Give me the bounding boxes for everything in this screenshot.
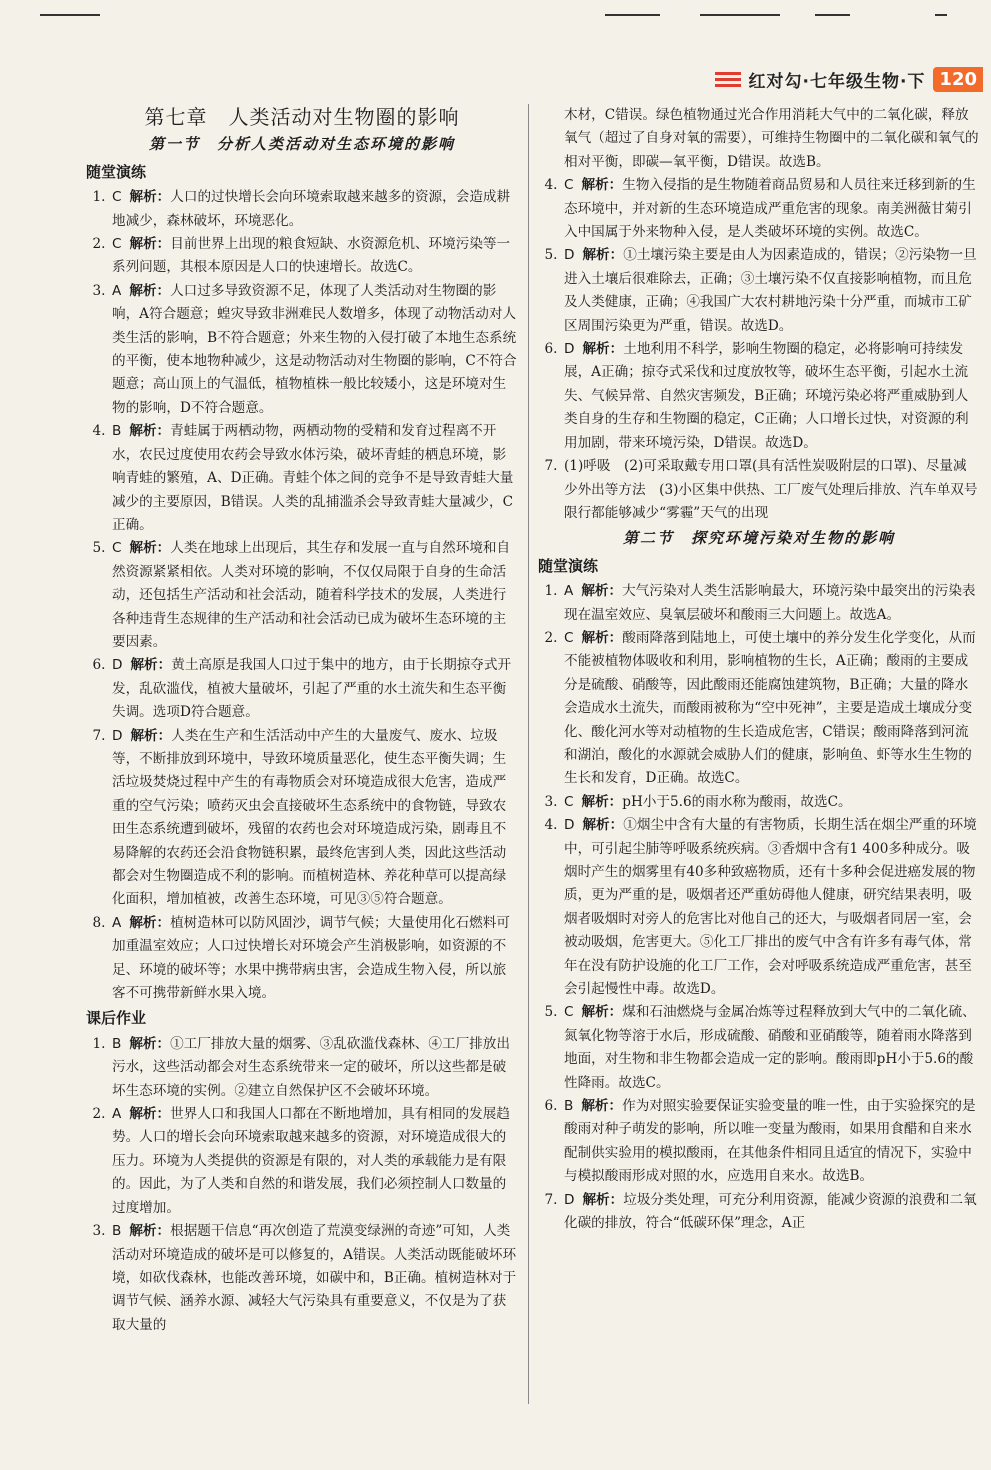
analysis-text: 根据题干信息“再次创造了荒漠变绿洲的奇迹”可知，人类活动对环境造成的破坏是可以修复的，A错误。人类活动既能破坏环境，如砍伐森林，也能改善环境，如碳中和，B正确。植树造林对于调节气候、涵养水源、减轻大气污染具有重要意义，不仅是为了获取大量的 xyxy=(112,1223,517,1333)
analysis-label: 解析： xyxy=(581,1098,623,1115)
item-number: 3. xyxy=(92,282,106,299)
item-content xyxy=(112,186,518,233)
left-column xyxy=(86,104,518,1337)
top-rule xyxy=(700,14,780,16)
item-number: 4. xyxy=(544,817,558,834)
analysis-label: 解析： xyxy=(129,1035,171,1052)
column-divider xyxy=(528,104,529,1404)
analysis-label: 解析： xyxy=(581,1004,623,1021)
answer-item xyxy=(86,912,518,1006)
header-stripes-icon xyxy=(715,72,741,87)
item-number: 2. xyxy=(544,629,558,646)
answer-item xyxy=(86,537,518,654)
answer-letter: A xyxy=(112,1106,122,1123)
analysis-label: 解析： xyxy=(582,247,624,264)
analysis-text: (1)呼吸 (2)可采取戴专用口罩(具有活性炭吸附层的口罩)、尽量减少外出等方法 (3)小区集中供热、工厂废气处理后排放、汽车单双号限行都能够减少“雾霾”天气的出现 xyxy=(564,458,978,521)
analysis-label: 解析： xyxy=(129,423,171,440)
answer-letter: A xyxy=(564,583,574,600)
analysis-text: 人口的过快增长会向环境索取越来越多的资源，会造成耕地减少，森林破坏，环境恶化。 xyxy=(112,189,511,229)
page-number: 120 xyxy=(933,67,983,92)
item-content xyxy=(564,814,980,1001)
answer-item xyxy=(538,455,980,525)
analysis-text: 大气污染对人类生活影响最大，环境污染中最突出的污染表现在温室效应、臭氧层破坏和酸雨三大问题上。故选A。 xyxy=(564,583,976,623)
answer-letter: B xyxy=(112,1035,122,1052)
answer-item xyxy=(538,1001,980,1095)
answer-letter: C xyxy=(112,236,122,253)
left-groups xyxy=(86,161,518,1337)
answer-item xyxy=(538,338,980,455)
analysis-text: 作为对照实验要保证实验变量的唯一性，由于实验探究的是酸雨对种子萌发的影响，所以唯一变量为酸雨，如果用食醋和自来水配制供实验用的模拟酸雨，在其他条件相同且适宜的情况下，实验中与模拟酸雨形成对照的水，应选用自来水。故选B。 xyxy=(564,1098,976,1185)
analysis-label: 解析： xyxy=(130,657,172,674)
analysis-text: 目前世界上出现的粮食短缺、水资源危机、环境污染等一系列问题，其根本原因是人口的快速增长。故选C。 xyxy=(112,236,511,276)
item-number: 2. xyxy=(92,1106,106,1123)
analysis-text: ①土壤污染主要是由人为因素造成的，错误；②污染物一旦进入土壤后很难除去，正确；③土壤污染不仅直接影响植物，而且危及人类健康，正确；④我国广大农村耕地污染十分严重，而城市工矿区周围污染更为严重，错误。故选D。 xyxy=(564,247,977,334)
item-number: 7. xyxy=(544,458,558,475)
item-number: 7. xyxy=(544,1191,558,1208)
right-column xyxy=(538,104,980,1236)
analysis-label: 解析： xyxy=(129,236,171,253)
analysis-text: 青蛙属于两栖动物，两栖动物的受精和发育过程离不开水，农民过度使用农药会导致水体污染，破坏青蛙的栖息环境，影响青蛙的繁殖，A、D正确。青蛙个体之间的竞争不是导致青蛙大量减少的主要原因，B错误。人类的乱捕滥杀会导致青蛙大量减少，C正确。 xyxy=(112,423,514,533)
answer-letter: A xyxy=(112,914,122,931)
answer-item xyxy=(538,174,980,244)
answer-item xyxy=(86,186,518,233)
item-number: 3. xyxy=(92,1223,106,1240)
group-title: 课后作业 xyxy=(86,1009,147,1028)
page-header xyxy=(715,66,984,92)
item-number: 1. xyxy=(92,189,106,206)
answer-item xyxy=(86,1033,518,1103)
analysis-text: 植树造林可以防风固沙，调节气候；大量使用化石燃料可加重温室效应；人口过快增长对环境会产生消极影响，如资源的不足、环境的破坏等；水果中携带病虫害，会造成生物入侵，所以旅客不可携带新鲜水果入境。 xyxy=(112,914,510,1002)
item-content xyxy=(112,1103,518,1220)
analysis-label: 解析： xyxy=(129,1106,171,1123)
analysis-text: 煤和石油燃烧与金属冶炼等过程释放到大气中的二氧化硫、氮氧化物等溶于水后，形成硫酸、硝酸和亚硝酸等，随着雨水降落到地面，对生物和非生物都会造成一定的影响。酸雨即pH小于5.6的酸性降雨。故选C。 xyxy=(564,1004,976,1091)
item-content xyxy=(564,338,980,455)
analysis-text: pH小于5.6的雨水称为酸雨，故选C。 xyxy=(622,793,852,810)
analysis-label: 解析： xyxy=(582,1191,624,1208)
item-number: 5. xyxy=(544,1004,558,1021)
item-content xyxy=(564,174,980,244)
answer-letter: C xyxy=(112,189,122,206)
answer-item xyxy=(86,233,518,280)
group-title: 随堂演练 xyxy=(538,556,599,575)
continuation-text: 木材，C错误。绿色植物通过光合作用消耗大气中的二氧化碳，释放氧气（超过了自身对氧的需要），可维持生物圈中的二氧化碳和氧气的相对平衡，即碳—氧平衡，D错误。故选B。 xyxy=(564,107,979,170)
answer-list xyxy=(538,174,980,525)
section-title: 第一节 分析人类活动对生态环境的影响 xyxy=(148,135,455,154)
item-number: 8. xyxy=(92,914,106,931)
item-number: 6. xyxy=(544,1098,558,1115)
item-content xyxy=(112,1220,518,1337)
answer-letter: C xyxy=(564,177,574,194)
item-content xyxy=(112,280,518,420)
answer-list xyxy=(538,580,980,1235)
top-rule xyxy=(815,14,850,16)
analysis-label: 解析： xyxy=(129,540,171,557)
analysis-text: 世界人口和我国人口都在不断地增加，具有相同的发展趋势。人口的增长会向环境索取越来越多的资源，对环境造成很大的压力。环境为人类提供的资源是有限的，对人类的承载能力是有限的。因此，为了人类和自然的和谐发展，我们必须控制人口数量的过度增加。 xyxy=(112,1106,510,1216)
answer-letter: B xyxy=(112,1223,122,1240)
analysis-text: 垃圾分类处理，可充分利用资源，能减少资源的浪费和二氧化碳的排放，符合“低碳环保”理念，A正 xyxy=(564,1191,977,1232)
analysis-label: 解析： xyxy=(581,177,623,194)
answer-item xyxy=(86,1220,518,1337)
item-number: 1. xyxy=(544,583,558,600)
analysis-text: ①烟尘中含有大量的有害物质，长期生活在烟尘严重的环境中，可引起尘肺等呼吸系统疾病。③香烟中含有1 400多种成分。吸烟时产生的烟雾里有40多种致癌物质，还有十多种会促进癌发展的物质，更为严重的是，吸烟者还严重妨碍他人健康，研究结果表明，吸烟者吸烟时对旁人的危害比对他自己的还大，与吸烟者同居一室，会被动吸烟，危害更大。⑤化工厂排出的废气中含有许多有毒气体，常年在没有防护设施的化工厂工作，会对呼吸系统造成严重危害，甚至会引起慢性中毒。故选D。 xyxy=(564,817,977,998)
section-title: 第二节 探究环境污染对生物的影响 xyxy=(622,529,895,548)
answer-letter: D xyxy=(564,817,575,834)
item-content xyxy=(564,1001,980,1095)
answer-letter: A xyxy=(112,282,122,299)
item-content xyxy=(564,580,980,627)
item-content xyxy=(112,654,518,724)
analysis-label: 解析： xyxy=(129,914,171,931)
item-number: 3. xyxy=(544,793,558,810)
answer-item xyxy=(538,1189,980,1236)
answer-item xyxy=(538,1095,980,1189)
item-content xyxy=(564,244,980,338)
continuation-item xyxy=(538,104,980,174)
answer-item xyxy=(538,814,980,1001)
answer-letter: B xyxy=(564,1098,574,1115)
answer-letter: B xyxy=(112,423,122,440)
analysis-label: 解析： xyxy=(129,282,171,299)
analysis-label: 解析： xyxy=(129,1223,171,1240)
answer-letter: C xyxy=(564,1004,574,1021)
analysis-text: 黄土高原是我国人口过于集中的地方，由于长期掠夺式开发，乱砍滥伐，植被大量破坏，引起了严重的水土流失和生态平衡失调。选项D符合题意。 xyxy=(112,657,512,721)
answer-item xyxy=(538,791,980,814)
item-content xyxy=(112,1033,518,1103)
item-number: 6. xyxy=(92,657,106,674)
analysis-label: 解析： xyxy=(582,341,624,358)
answer-item xyxy=(538,627,980,791)
top-rule xyxy=(935,14,947,16)
answer-letter: C xyxy=(564,793,574,810)
answer-letter: D xyxy=(564,341,575,358)
answer-letter: D xyxy=(112,727,123,744)
item-number: 6. xyxy=(544,341,558,358)
analysis-text: ①工厂排放大量的烟雾、③乱砍滥伐森林、④工厂排放出污水，这些活动都会对生态系统带来一定的破坏，所以这些都是破坏生态环境的实例。②建立自然保护区不会破坏环境。 xyxy=(112,1035,510,1099)
item-content xyxy=(564,791,980,814)
analysis-label: 解析： xyxy=(581,583,623,600)
item-content xyxy=(112,912,518,1006)
item-content xyxy=(112,420,518,537)
item-content xyxy=(112,725,518,912)
analysis-label: 解析： xyxy=(581,629,623,646)
analysis-label: 解析： xyxy=(582,817,624,834)
item-number: 1. xyxy=(92,1035,106,1052)
analysis-label: 解析： xyxy=(581,793,623,810)
item-content xyxy=(564,1189,980,1236)
chapter-title: 第七章 人类活动对生物圈的影响 xyxy=(144,105,460,129)
item-content xyxy=(564,1095,980,1189)
answer-item xyxy=(86,1103,518,1220)
answer-letter: C xyxy=(112,540,122,557)
answer-item xyxy=(86,725,518,912)
answer-letter: C xyxy=(564,629,574,646)
answer-item xyxy=(86,654,518,724)
item-number: 4. xyxy=(544,177,558,194)
group-title: 随堂演练 xyxy=(86,162,147,181)
item-content xyxy=(112,233,518,280)
item-content xyxy=(564,455,980,525)
analysis-label: 解析： xyxy=(130,727,172,744)
analysis-text: 人口过多导致资源不足，体现了人类活动对生物圈的影响，A符合题意；蝗灾导致非洲难民人数增多，体现了动物活动对人类生活的影响，B不符合题意；外来生物的入侵打破了本地生态系统的平衡，使本地物种减少，这是动物活动对生物圈的影响，C不符合题意；高山顶上的气温低，植物植株一般比较矮小，这是环境对生物的影响，D不符合题意。 xyxy=(112,282,517,416)
answer-item xyxy=(538,580,980,627)
answer-letter: D xyxy=(564,247,575,264)
top-rule xyxy=(40,14,100,16)
item-number: 2. xyxy=(92,236,106,253)
analysis-text: 人类在生产和生活活动中产生的大量废气、废水、垃圾等，不断排放到环境中，导致环境质量恶化，使生态平衡失调；生活垃圾焚烧过程中产生的有毒物质会对环境造成很大危害，造成严重的空气污染；喷药灭虫会直接破坏生态系统中的食物链，导致农田生态系统遭到破坏，残留的农药也会对环境造成污染，剧毒且不易降解的农药还会沿食物链积累，最终危害到人类，因此这些活动都会对生物圈造成不利的影响。而植树造林、养花种草可以提高绿化面积，增加植被，改善生态环境，可见③⑤符合题意。 xyxy=(112,727,507,908)
analysis-text: 土地利用不科学，影响生物圈的稳定，必将影响可持续发展，A正确；掠夺式采伐和过度放牧等，破坏生态平衡，引起水土流失、气候异常、自然灾害频发，B正确；环境污染必将严重威胁到人类自身的生存和生物圈的稳定，C正确；人口增长过快，对资源的利用加剧，带来环境污染，D错误。故选D。 xyxy=(564,341,969,451)
item-content xyxy=(112,537,518,654)
item-number: 5. xyxy=(92,540,106,557)
item-content xyxy=(564,627,980,791)
analysis-text: 酸雨降落到陆地上，可使土壤中的养分发生化学变化，从而不能被植物体吸收和利用，影响植物的生长，A正确；酸雨的主要成分是硫酸、硝酸等，因此酸雨还能腐蚀建筑物，B正确；大量的降水会造成水土流失，而酸雨被称为“空中死神”，主要是造成土壤成分变化、酸化河水等对动植物的生长造成危害，C错误；酸雨降落到河流和湖泊，酸化的水源就会威胁人们的健康，影响鱼、虾等水生生物的生长和发育，D正确。故选C。 xyxy=(564,629,976,787)
answer-item xyxy=(86,420,518,537)
item-number: 7. xyxy=(92,727,106,744)
answer-letter: D xyxy=(564,1191,575,1208)
answer-item xyxy=(86,280,518,420)
item-number: 5. xyxy=(544,247,558,264)
answer-item xyxy=(538,244,980,338)
analysis-text: 生物入侵指的是生物随着商品贸易和人员往来迁移到新的生态环境中，并对新的生态环境造成严重危害的现象。南美洲薇甘菊引入中国属于外来物种入侵，是人类破坏环境的实例。故选C。 xyxy=(564,177,976,241)
analysis-label: 解析： xyxy=(129,189,171,206)
item-number: 4. xyxy=(92,423,106,440)
book-title: 红对勾·七年级生物·下 xyxy=(748,71,926,92)
answer-letter: D xyxy=(112,657,123,674)
top-rule xyxy=(605,14,660,16)
analysis-text: 人类在地球上出现后，其生存和发展一直与自然环境和自然资源紧紧相依。人类对环境的影响，不仅仅局限于自身的生命活动，还包括生产活动和社会活动，随着科学技术的发展，人类进行各种违背生态规律的生产活动和社会活动已成为破坏生态环境的主要因素。 xyxy=(112,540,511,650)
